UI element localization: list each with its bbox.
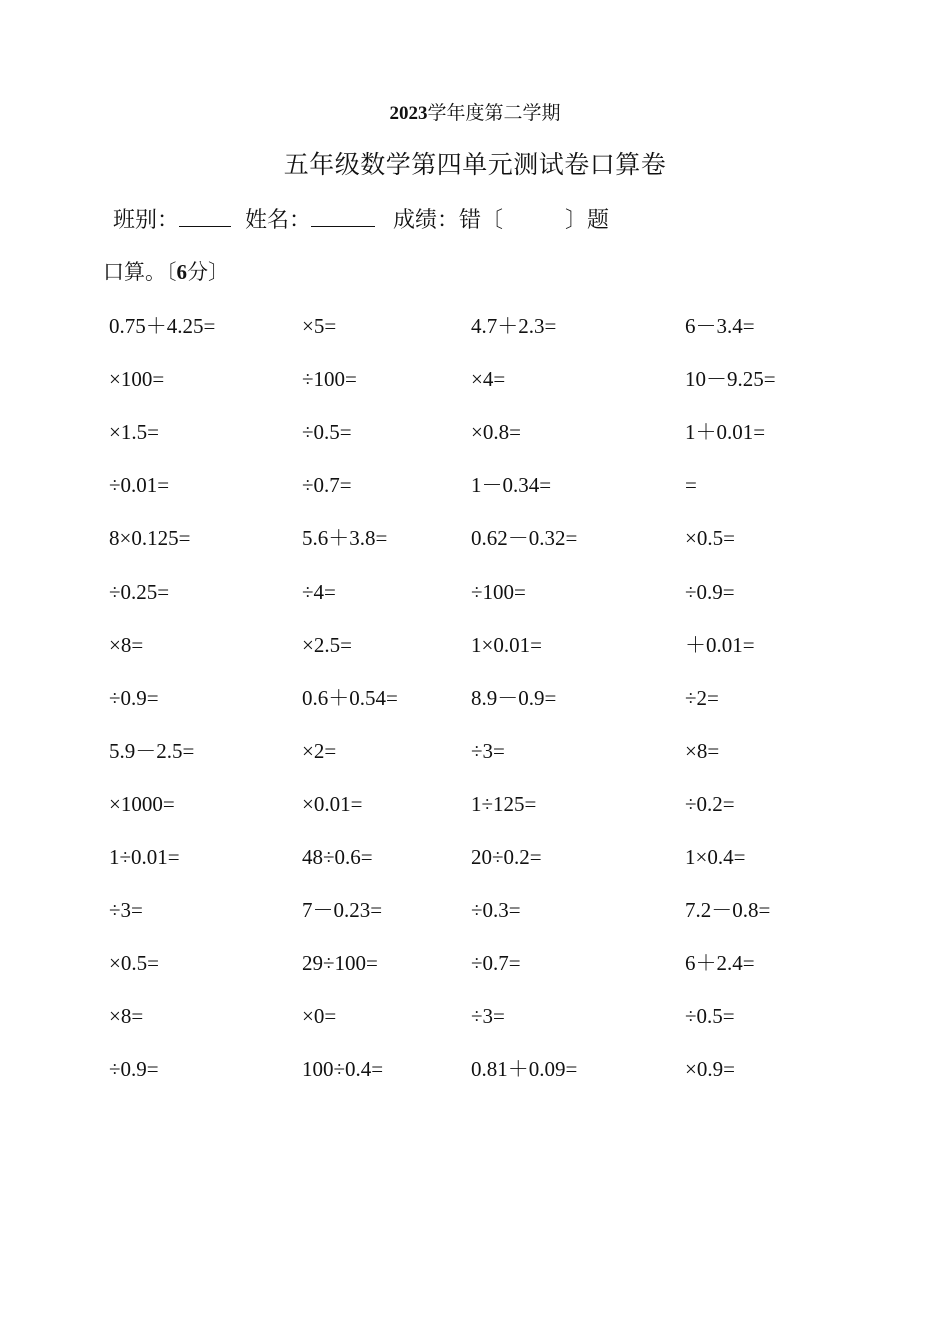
problem-item: 1－0.34= [471,473,552,497]
problem-item: 8×0.125= [109,526,191,550]
problem-item: ÷3= [109,898,143,922]
problem-item: 7－0.23= [302,898,383,922]
problem-item: ÷0.9= [685,580,735,604]
problem-item: 0.75＋4.25= [109,314,216,338]
name-blank[interactable] [311,204,375,227]
problem-item: 0.81＋0.09= [471,1057,578,1081]
problem-item: 5.9－2.5= [109,739,195,763]
problem-item: ÷0.25= [109,580,170,604]
section-score: 6 [176,260,187,284]
section-prefix: 口算。〔 [103,260,177,284]
problem-item: ÷3= [471,1004,505,1028]
problem-item: 4.7＋2.3= [471,314,557,338]
problem-item: ÷100= [302,367,357,391]
student-info-line [113,204,609,235]
problem-item: ×0.8= [471,420,521,444]
section-heading [103,258,229,286]
problem-item: ÷0.7= [302,473,352,497]
problem-item: ÷0.9= [109,686,159,710]
problem-item: ÷0.3= [471,898,521,922]
problem-item: ÷0.5= [302,420,352,444]
page-title: 五年级数学第四单元测试卷口算卷 [283,152,667,179]
problem-item: 10－9.25= [685,367,776,391]
score-close: 〕题 [565,207,610,232]
problem-item: ×100= [109,367,165,391]
class-label: 班别： [113,207,180,232]
problem-item: ×2= [302,739,337,763]
problem-item: 8.9－0.9= [471,686,557,710]
problem-item: ×0= [302,1004,337,1028]
problem-item: 5.6＋3.8= [302,526,388,550]
problem-item: ÷0.5= [685,1004,735,1028]
problem-item: ×1.5= [109,420,159,444]
problem-item: ×8= [109,1004,144,1028]
problem-item: 1÷125= [471,792,537,816]
problem-item: 48÷0.6= [302,845,373,869]
section-suffix: 分〕 [187,260,229,284]
problem-item: ×4= [471,367,506,391]
score-label: 成绩：错〔 [393,207,504,232]
term-subtitle [0,102,950,126]
problem-item: 1＋0.01= [685,420,766,444]
year: 2023 [389,103,428,124]
problem-item: 6－3.4= [685,314,755,338]
problem-item: ×0.5= [685,526,735,550]
problem-item: ×8= [685,739,720,763]
problem-item: = [685,473,697,497]
problem-item: ÷2= [685,686,719,710]
problem-item: ÷0.2= [685,792,735,816]
class-blank[interactable] [179,204,231,227]
problem-item: ×0.9= [685,1057,735,1081]
problem-item: ×5= [302,314,337,338]
problem-item: ×2.5= [302,633,352,657]
problem-item: 20÷0.2= [471,845,542,869]
problem-item: ÷4= [302,580,336,604]
problem-item: 6＋2.4= [685,951,755,975]
problem-item: 1÷0.01= [109,845,180,869]
problem-item: ×0.5= [109,951,159,975]
problem-item: 29÷100= [302,951,378,975]
problem-item: ÷0.9= [109,1057,159,1081]
problem-item: ×1000= [109,792,175,816]
problem-item: 0.6＋0.54= [302,686,398,710]
problem-item: ×0.01= [302,792,363,816]
problem-item: ÷0.01= [109,473,170,497]
name-label: 姓名： [245,207,312,232]
problem-item: ＋0.01= [685,633,755,657]
term-text: 学年度第二学期 [427,103,561,124]
problem-item: 0.62－0.32= [471,526,578,550]
problem-item: ÷3= [471,739,505,763]
problem-item: 1×0.4= [685,845,746,869]
problem-item: ÷0.7= [471,951,521,975]
problem-item: 7.2－0.8= [685,898,771,922]
problem-item: 1×0.01= [471,633,542,657]
problem-item: 100÷0.4= [302,1057,384,1081]
problem-item: ÷100= [471,580,526,604]
problem-item: ×8= [109,633,144,657]
